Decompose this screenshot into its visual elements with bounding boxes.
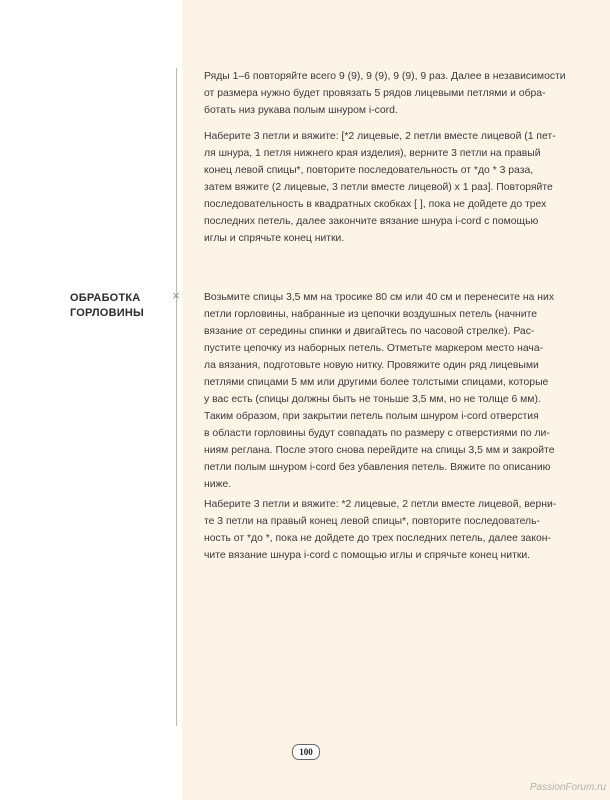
text-line: петли полым шнуром i-cord без убавления петель. Вяжите по описанию [204,462,551,473]
text-line: чите вязание шнура i-cord с помощью иглы и спрячьте конец нитки. [204,550,531,561]
text-line: иглы и спрячьте конец нитки. [204,233,345,244]
text-line: ля шнура, 1 петля нижнего края изделия), верните 3 петли на правый [204,148,541,159]
section-title [70,291,170,321]
section-marker-icon: × [172,288,180,303]
section-title-line: ОБРАБОТКА [70,292,141,304]
paragraph [204,128,554,247]
margin-divider-line [176,68,177,726]
text-line: ботать низ рукава полым шнуром i-cord. [204,105,398,116]
text-line: ниже. [204,479,232,490]
text-line: те 3 петли на правый конец левой спицы*, повторите последователь- [204,516,540,527]
text-line: Возьмите спицы 3,5 мм на тросике 80 см или 40 см и перенесите на них [204,292,555,303]
paragraph [204,68,566,119]
text-line: пустите цепочку из наборных петель. Отметьте маркером место нача- [204,343,544,354]
watermark: PassionForum.ru [529,782,606,793]
text-line: последовательность в квадратных скобках [ ], пока не дойдете до трех [204,199,547,210]
text-line: в области горловины будут совпадать по размеру с отверстиями по ли- [204,428,550,439]
paragraph [204,289,554,493]
text-line: у вас есть (спицы должны быть не тоньше 3,5 мм, но не толще 6 мм). [204,394,541,405]
text-line: петлями спицами 5 мм или другими более толстыми спицами, которые [204,377,549,388]
text-line: петли горловины, набранные из цепочки воздушных петель (начните [204,309,538,320]
text-line: последних петель, далее закончите вязание шнура i-cord с помощью [204,216,539,227]
text-line: Ряды 1–6 повторяйте всего 9 (9), 9 (9), 9 (9), 9 раз. Далее в независимости [204,71,566,82]
text-line: Наберите 3 петли и вяжите: *2 лицевые, 2 петли вместе лицевой, верни- [204,499,557,510]
paragraph [204,496,557,564]
page-number: 100 [292,744,320,760]
text-line: затем вяжите (2 лицевые, 3 петли вместе лицевой) х 1 раз]. Повторяйте [204,182,553,193]
text-line: ность от *до *, пока не дойдете до трех последних петель, далее закон- [204,533,551,544]
text-line: Наберите 3 петли и вяжите: [*2 лицевые, 2 петли вместе лицевой (1 пет- [204,131,556,142]
text-line: ла вязания, подготовьте новую нитку. Провяжите один ряд лицевыми [204,360,539,371]
text-line: от размера нужно будет провязать 5 рядов лицевыми петлями и обра- [204,88,546,99]
text-line: конец левой спицы*, повторите последовательность от *до * 3 раза, [204,165,534,176]
text-line: Таким образом, при закрытии петель полым шнуром i-cord отверстия [204,411,539,422]
text-line: ниям реглана. После этого снова перейдите на спицы 3,5 мм и закройте [204,445,555,456]
section-title-line: ГОРЛОВИНЫ [70,307,144,319]
text-line: вязание от середины спинки и двигайтесь по часовой стрелке). Рас- [204,326,535,337]
